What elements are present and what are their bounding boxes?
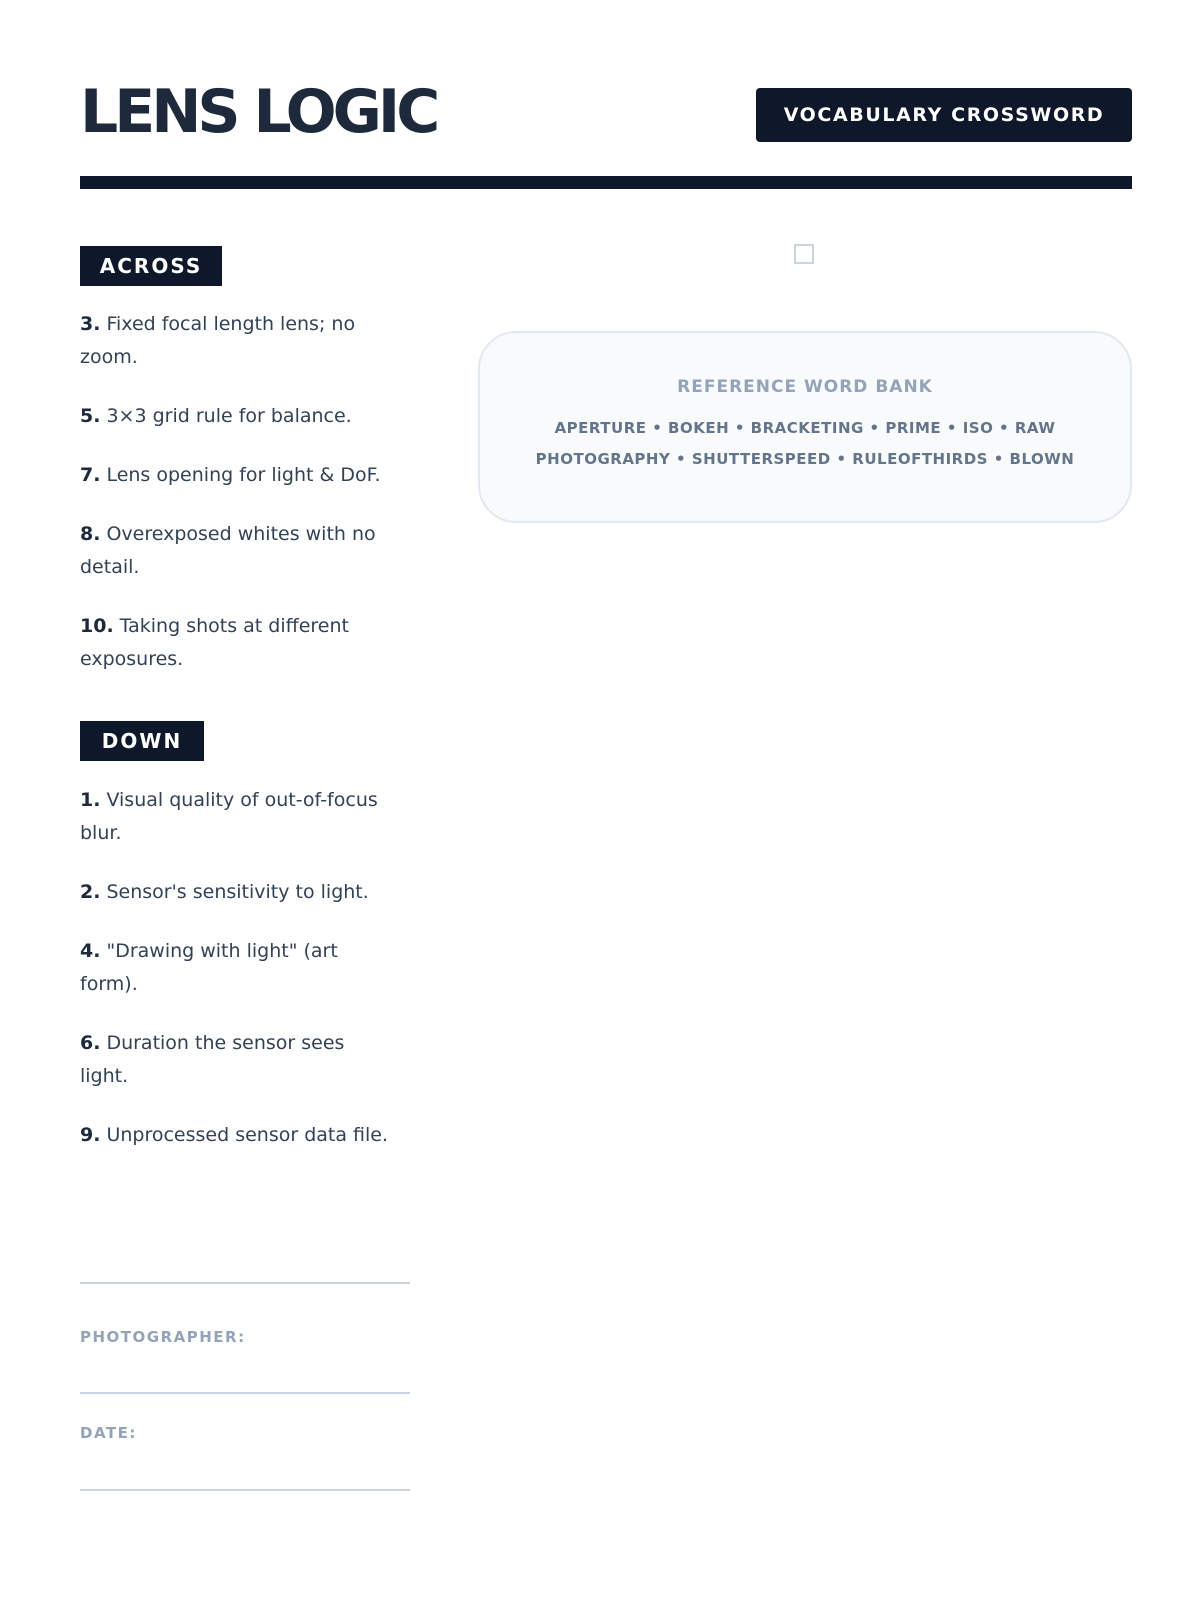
clue-number: 8. bbox=[80, 523, 101, 545]
header-divider bbox=[80, 176, 1132, 189]
clue-item bbox=[80, 784, 396, 850]
clue-item bbox=[80, 876, 396, 909]
word-bank-title: REFERENCE WORD BANK bbox=[677, 377, 933, 397]
clue-item bbox=[80, 518, 396, 584]
clue-text: Taking shots at different exposures. bbox=[80, 615, 349, 670]
clue-text: Visual quality of out-of-focus blur. bbox=[80, 789, 378, 844]
clue-text: Overexposed whites with no detail. bbox=[80, 523, 376, 578]
page-title: LENS LOGIC bbox=[80, 77, 437, 147]
clue-text: Fixed focal length lens; no zoom. bbox=[80, 313, 356, 368]
date-label: DATE: bbox=[80, 1424, 137, 1442]
clue-number: 4. bbox=[80, 940, 101, 962]
clue-item bbox=[80, 400, 396, 433]
clue-item bbox=[80, 308, 396, 374]
clue-text: Duration the sensor sees light. bbox=[80, 1032, 345, 1087]
across-heading: ACROSS bbox=[80, 246, 222, 286]
clue-item bbox=[80, 610, 396, 676]
clue-item bbox=[80, 459, 396, 492]
divider-line bbox=[80, 1282, 410, 1284]
clue-number: 3. bbox=[80, 313, 101, 335]
photographer-write-line[interactable] bbox=[80, 1392, 410, 1394]
down-heading: DOWN bbox=[80, 721, 204, 761]
clue-text: Sensor's sensitivity to light. bbox=[106, 881, 369, 903]
clue-number: 9. bbox=[80, 1124, 101, 1146]
clue-number: 7. bbox=[80, 464, 101, 486]
clue-item bbox=[80, 1119, 396, 1152]
down-clue-list bbox=[80, 784, 396, 1178]
worksheet-type-badge: VOCABULARY CROSSWORD bbox=[756, 88, 1132, 142]
clue-number: 10. bbox=[80, 615, 114, 637]
photographer-label: PHOTOGRAPHER: bbox=[80, 1328, 246, 1346]
word-bank-line: PHOTOGRAPHY • SHUTTERSPEED • RULEOFTHIRDS • BLOWN bbox=[535, 450, 1075, 468]
clue-number: 2. bbox=[80, 881, 101, 903]
clue-text: Unprocessed sensor data file. bbox=[106, 1124, 389, 1146]
across-clue-list bbox=[80, 308, 396, 702]
word-bank-panel bbox=[478, 331, 1132, 523]
clue-text: 3×3 grid rule for balance. bbox=[106, 405, 352, 427]
clue-item bbox=[80, 935, 396, 1001]
word-bank-line: APERTURE • BOKEH • BRACKETING • PRIME • ISO • RAW bbox=[554, 419, 1056, 437]
clue-number: 5. bbox=[80, 405, 101, 427]
clue-number: 6. bbox=[80, 1032, 101, 1054]
clue-number: 1. bbox=[80, 789, 101, 811]
clue-item bbox=[80, 1027, 396, 1093]
date-write-line[interactable] bbox=[80, 1489, 410, 1491]
clue-text: "Drawing with light" (art form). bbox=[80, 940, 338, 995]
clue-text: Lens opening for light & DoF. bbox=[106, 464, 381, 486]
crossword-grid-placeholder bbox=[794, 244, 814, 264]
